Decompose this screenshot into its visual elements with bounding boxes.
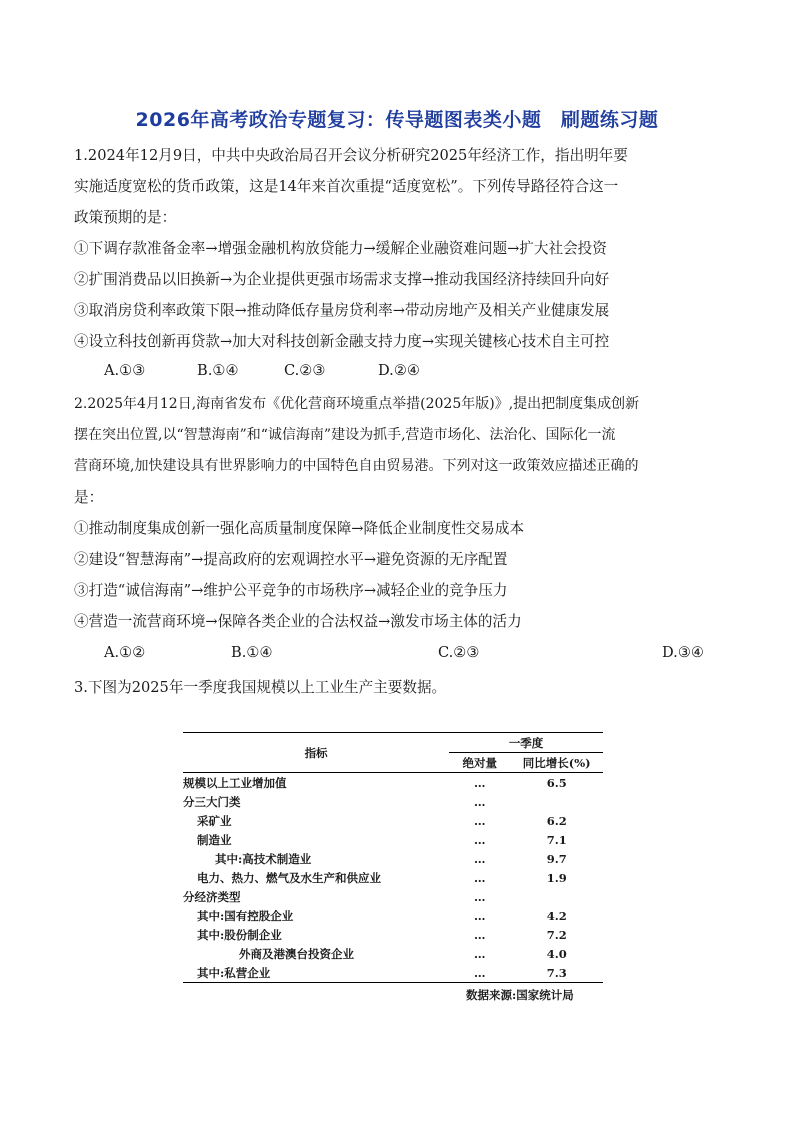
table-row — [183, 811, 603, 830]
q2-item-4: ④营造一流营商环境→保障各类企业的合法权益→激发市场主体的活力 — [74, 613, 522, 630]
q2-stem-line2: 摆在突出位置,以“智慧海南”和“诚信海南”建设为抓手,营造市场化、法治化、国际化一流 — [74, 427, 616, 443]
header-period: 一季度 — [449, 733, 603, 753]
table-row — [183, 906, 603, 925]
q2-option-b[interactable]: B.①④ — [231, 644, 273, 661]
q1-option-d[interactable]: D.②④ — [378, 362, 420, 379]
row-yoy: 7.2 — [546, 927, 567, 942]
row-abs: … — [474, 908, 486, 923]
row-abs: … — [474, 870, 486, 885]
table-row — [183, 830, 603, 849]
q1-item-4: ④设立科技创新再贷款→加大对科技创新金融支持力度→实现关键核心技术自主可控 — [74, 333, 610, 350]
row-name: 分经济类型 — [183, 889, 241, 904]
row-name: 其中:高技术制造业 — [215, 851, 312, 866]
row-abs: … — [474, 927, 486, 942]
row-name: 外商及港澳台投资企业 — [239, 946, 354, 961]
header-yoy-growth: 同比增长(%) — [522, 755, 591, 770]
row-abs: … — [474, 775, 486, 790]
row-name: 采矿业 — [197, 813, 232, 828]
q1-option-a[interactable]: A.①③ — [104, 362, 146, 379]
table-source-note: 数据来源:国家统计局 — [466, 988, 574, 1002]
q2-stem-line4: 是： — [74, 489, 104, 506]
row-yoy — [510, 792, 603, 811]
q2-item-2: ②建设“智慧海南”→提高政府的宏观调控水平→避免资源的无序配置 — [74, 551, 508, 568]
q3-stem: 3.下图为2025年一季度我国规模以上工业生产主要数据。 — [74, 679, 447, 696]
q1-item-2: ②扩围消费品以旧换新→为企业提供更强市场需求支撑→推动我国经济持续回升向好 — [74, 271, 610, 288]
q1-option-c[interactable]: C.②③ — [284, 362, 326, 379]
table-row — [183, 963, 603, 983]
row-yoy: 9.7 — [546, 851, 567, 866]
table-row — [183, 792, 603, 811]
row-name: 制造业 — [197, 832, 232, 847]
table-row — [183, 887, 603, 906]
row-yoy: 1.9 — [546, 870, 567, 885]
q2-item-3: ③打造“诚信海南”→维护公平竞争的市场秩序→减轻企业的竞争压力 — [74, 582, 508, 599]
q2-option-c[interactable]: C.②③ — [438, 644, 480, 661]
row-name: 其中:国有控股企业 — [197, 908, 294, 923]
q1-item-3: ③取消房贷利率政策下限→推动降低存量房贷利率→带动房地产及相关产业健康发展 — [74, 302, 610, 319]
table-row — [183, 849, 603, 868]
row-yoy: 6.2 — [546, 813, 567, 828]
q2-item-1: ①推动制度集成创新一强化高质量制度保障→降低企业制度性交易成本 — [74, 520, 525, 537]
q1-stem-line3: 政策预期的是： — [74, 209, 177, 226]
row-yoy: 4.0 — [546, 946, 567, 961]
q2-stem-line1: 2.2025年4月12日,海南省发布《优化营商环境重点举措(2025年版)》,提出把制度集成创新 — [74, 396, 640, 412]
row-name: 其中:私营企业 — [197, 965, 271, 980]
row-abs: … — [474, 794, 486, 809]
q2-stem-line3: 营商环境,加快建设具有世界影响力的中国特色自由贸易港。下列对这一政策效应描述正确的 — [74, 458, 639, 474]
table-row — [183, 773, 603, 793]
q2-option-a[interactable]: A.①② — [104, 644, 146, 661]
row-abs: … — [474, 832, 486, 847]
row-yoy: 4.2 — [546, 908, 567, 923]
row-abs: … — [474, 889, 486, 904]
row-yoy: 6.5 — [546, 775, 567, 790]
row-yoy: 7.1 — [546, 832, 567, 847]
q1-option-b[interactable]: B.①④ — [197, 362, 239, 379]
table-row — [183, 925, 603, 944]
row-abs: … — [474, 813, 486, 828]
row-name: 电力、热力、燃气及水生产和供应业 — [197, 870, 381, 885]
row-abs: … — [474, 851, 486, 866]
row-name: 其中:股份制企业 — [197, 927, 282, 942]
row-abs: … — [474, 946, 486, 961]
header-absolute: 绝对量 — [462, 755, 498, 770]
table-row — [183, 944, 603, 963]
q1-item-1: ①下调存款准备金率→增强金融机构放贷能力→缓解企业融资难问题→扩大社会投资 — [74, 240, 607, 257]
row-name: 分三大门类 — [183, 794, 241, 809]
q1-stem-line1: 1.2024年12月9日，中共中央政治局召开会议分析研究2025年经济工作，指出明年要 — [74, 147, 628, 164]
table-row — [183, 868, 603, 887]
industry-data-table — [183, 732, 603, 983]
q2-option-d[interactable]: D.③④ — [662, 644, 704, 661]
page-title: 2026年高考政治专题复习：传导题图表类小题 刷题练习题 — [135, 109, 659, 131]
row-abs: … — [474, 965, 486, 980]
row-name: 规模以上工业增加值 — [183, 775, 287, 790]
q1-stem-line2: 实施适度宽松的货币政策，这是14年来首次重提“适度宽松”。下列传导路径符合这一 — [74, 178, 619, 195]
header-indicator: 指标 — [183, 733, 449, 773]
row-yoy — [510, 887, 603, 906]
row-yoy: 7.3 — [546, 965, 567, 980]
